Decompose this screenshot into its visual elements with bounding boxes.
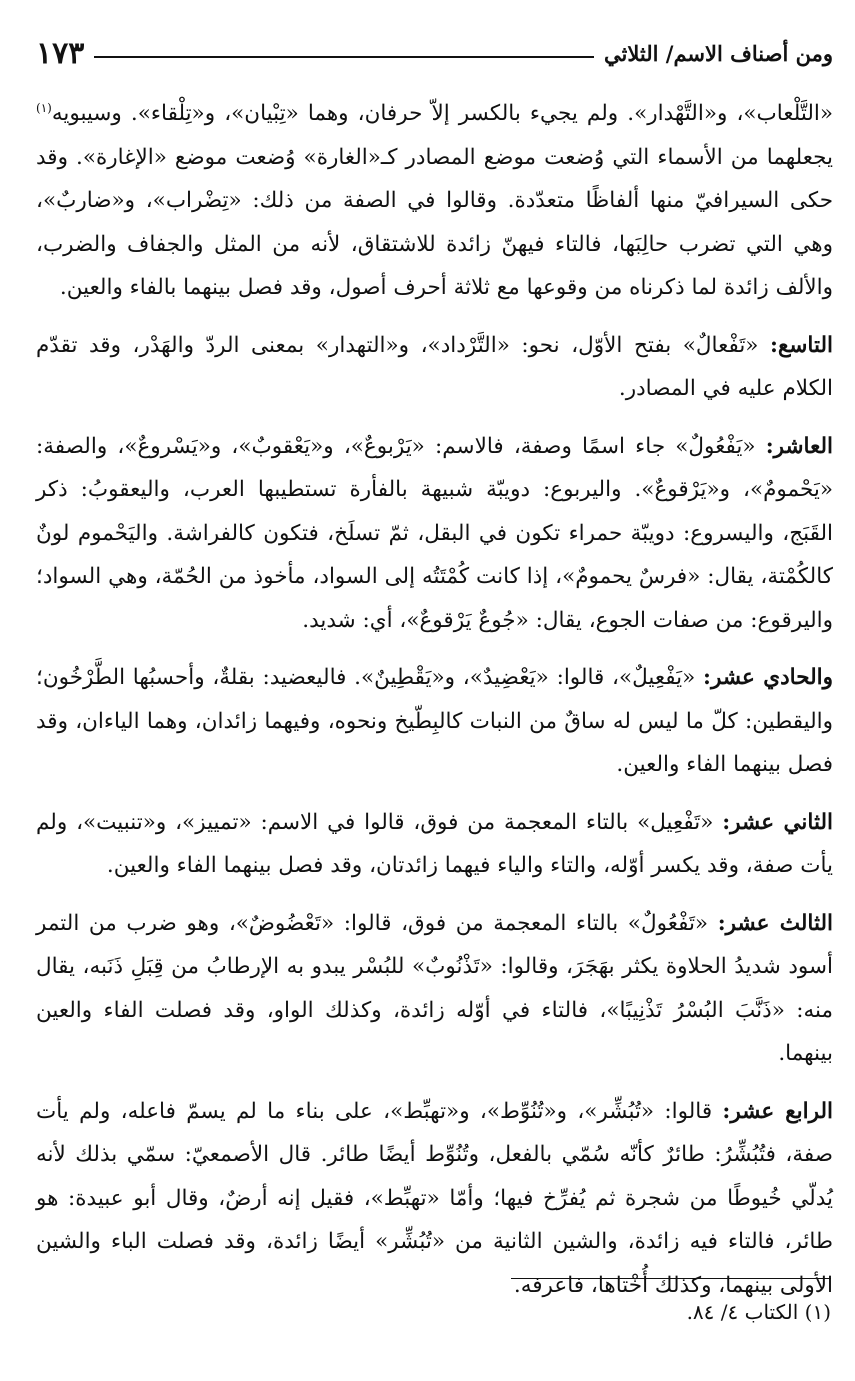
body-text <box>36 92 833 1307</box>
paragraph-twelfth <box>36 801 833 888</box>
section-heading: التاسع: <box>770 332 833 358</box>
footnote: (١) الكتاب ٤/ ٨٤. <box>686 1300 831 1324</box>
paragraph-text: «يَفْعِيلٌ»، قالوا: «يَعْضِيدٌ»، و«يَقْطِينٌ». فاليعضيد: بقلةٌ، وأحسبُها الطَّرْخُون؛ واليقطين: كلّ ما ليس له ساقٌ من النبات كالبِطّيخ ونحوه، وفيهما زائدان، وهما الياءان، وقد فصل بينهما الفاء والعين. <box>36 665 833 777</box>
header-rule <box>94 56 594 58</box>
paragraph-ninth <box>36 324 833 411</box>
page-header <box>36 30 833 76</box>
paragraph-text: قالوا: «تُبُشِّر»، و«تُنُوِّط»، و«تهبِّط»، على بناء ما لم يسمّ فاعله، ولم يأت صفة، فتُبُشِّرُ: طائرٌ كأنّه سُمّي بالفعل، وتُنُوِّط أيضًا طائر. قال الأصمعيّ: سمّي بذلك لأنه يُدلّي خُيوطًا من شجرة ثم يُفرِّخ فيها؛ وأمّا «تهبِّط»، فقيل إنه أرضٌ، وقال أبو عبيدة: هو طائر، فالتاء فيه زائدة، والشين الثانية من «تُبُشِّر» أيضًا زائدة، وقد فصلت الباء والشين الأولى بينهما، وكذلك أُخْتاها، فاعرفه. <box>36 1098 833 1298</box>
section-heading: والحادي عشر: <box>703 665 833 690</box>
paragraph-eleventh <box>36 656 833 787</box>
paragraph-text: «تَفْعالٌ» بفتح الأوّل، نحو: «التَّرْداد»، و«التهدار» بمعنى الردّ والهَدْر، وقد تقدّم الكلام عليه في المصادر. <box>36 332 833 401</box>
paragraph-text: «التَّلْعاب»، و«التَّهْدار». ولم يجيء بالكسر إلاّ حرفان، وهما «تِبْيان»، و«تِلْقاء». وسيبويه <box>51 101 833 126</box>
footnote-marker[interactable]: (١) <box>36 100 52 115</box>
paragraph-text: «تَفْعِيل» بالتاء المعجمة من فوق، قالوا في الاسم: «تمييز»، و«تنبيت»، ولم يأت صفة، وقد يكسر أوّله، والتاء والياء فيهما زائدتان، وقد فصل بينهما الفاء والعين. <box>36 809 833 878</box>
section-heading: العاشر: <box>765 433 833 459</box>
paragraph-tenth <box>36 425 833 643</box>
paragraph-fourteenth <box>36 1090 833 1308</box>
paragraph-text: «يَفْعُولٌ» جاء اسمًا وصفة، فالاسم: «يَرْبوعٌ»، و«يَعْقوبٌ»، و«يَسْروعٌ»، والصفة: «يَحْمومٌ»، و«يَرْقوعٌ». واليربوع: دويبّة شبيهة بالفأرة تستطيبها العرب، واليعقوبُ: ذكر القَبَج، واليسروع: دويبّة حمراء تكون في البقل، ثمّ تسلَخ، فتكون كالفراشة. واليَحْموم لونٌ كالكُمْتة، يقال: «فرسٌ يحمومٌ»، إذا كانت كُمْتَتُه إلى السواد، مأخوذ من الحُمّة، وهي السواد؛ واليرقوع: من صفات الجوع، يقال: «جُوعٌ يَرْقوعٌ»، أي: شديد. <box>36 433 833 633</box>
paragraph-thirteenth <box>36 902 833 1076</box>
section-heading: الثالث عشر: <box>717 910 833 936</box>
paragraph-intro <box>36 92 833 310</box>
paragraph-text: «تَفْعُولٌ» بالتاء المعجمة من فوق، قالوا: «تَعْضُوضٌ»، وهو ضرب من التمر أسود شديدُ الحلاوة يكثر بهَجَرَ، وقالوا: «تَذْنُوبٌ» للبُسْر يبدو به الإرطابُ من قِبَلِ ذَنَبه، يقال منه: «ذَنَّبَ البُسْرُ تَذْنِيبًا»، فالتاء في أوّله زائدة، وكذلك الواو، وقد فصلت الفاء والعين بينهما. <box>36 910 833 1066</box>
running-title: ومن أصناف الاسم/ الثلاثي <box>604 40 833 66</box>
footnote-rule <box>511 1278 831 1279</box>
paragraph-text: يجعلهما من الأسماء التي وُضعت موضع المصادر كـ«الغارة» وُضعت موضع «الإغارة». وقد حكى السيرافيّ منها ألفاظًا متعدّدة. وقالوا في الصفة من ذلك: «تِضْراب»، و«ضاربٌ»، وهي التي تضرب حالِبَها، فالتاء فيهنّ زائدة للاشتقاق، لأنه من المثل والجفاف والضرب، والألف زائدة لما ذكرناه من وقوعها مع ثلاثة أحرف أصول، وقد فصل بينهما بالفاء والعين. <box>36 144 833 300</box>
page-number: ١٧٣ <box>36 35 85 71</box>
section-heading: الثاني عشر: <box>722 809 833 835</box>
section-heading: الرابع عشر: <box>722 1098 833 1124</box>
book-page <box>36 30 833 1360</box>
